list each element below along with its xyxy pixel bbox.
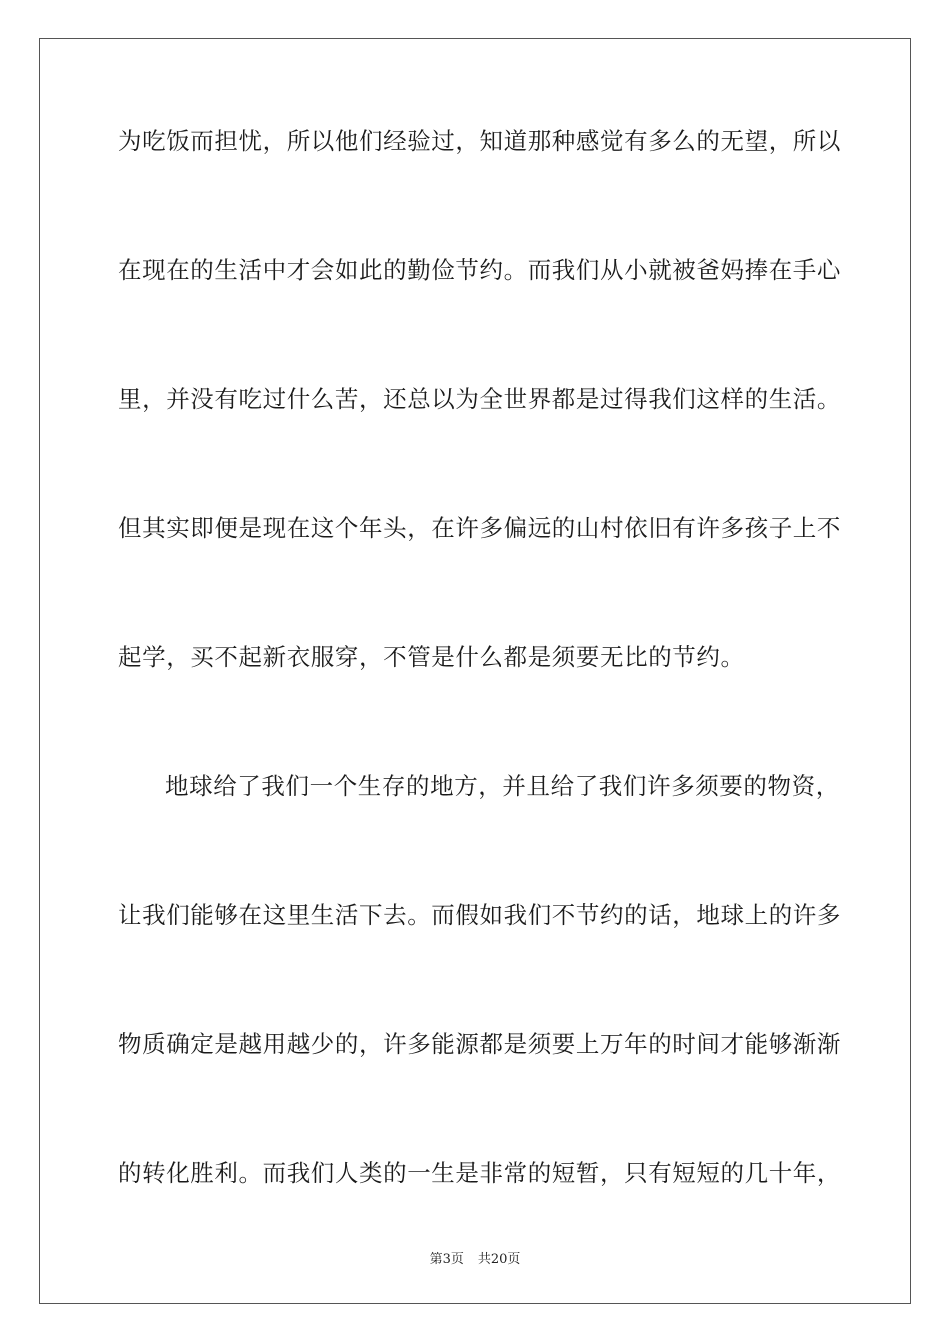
page-footer bbox=[0, 1248, 950, 1267]
text-line-4: 但其实即便是现在这个年头，在许多偏远的山村依旧有许多孩子上不 bbox=[118, 514, 841, 542]
text-line-1: 为吃饭而担忧，所以他们经验过，知道那种感觉有多么的无望，所以 bbox=[118, 127, 841, 155]
page-number: 第3页 bbox=[429, 1252, 464, 1267]
text-line-6: 地球给了我们一个生存的地方，并且给了我们许多须要的物资， bbox=[165, 772, 840, 800]
text-line-3: 里，并没有吃过什么苦，还总以为全世界都是过得我们这样的生活。 bbox=[118, 385, 841, 413]
text-line-7: 让我们能够在这里生活下去。而假如我们不节约的话，地球上的许多 bbox=[118, 901, 841, 929]
text-line-9: 的转化胜利。而我们人类的一生是非常的短暂，只有短短的几十年， bbox=[118, 1159, 841, 1187]
page-total: 共20页 bbox=[477, 1252, 521, 1267]
text-line-2: 在现在的生活中才会如此的勤俭节约。而我们从小就被爸妈捧在手心 bbox=[118, 256, 841, 284]
text-line-5: 起学，买不起新衣服穿，不管是什么都是须要无比的节约。 bbox=[118, 643, 745, 671]
text-line-8: 物质确定是越用越少的，许多能源都是须要上万年的时间才能够渐渐 bbox=[118, 1030, 841, 1058]
